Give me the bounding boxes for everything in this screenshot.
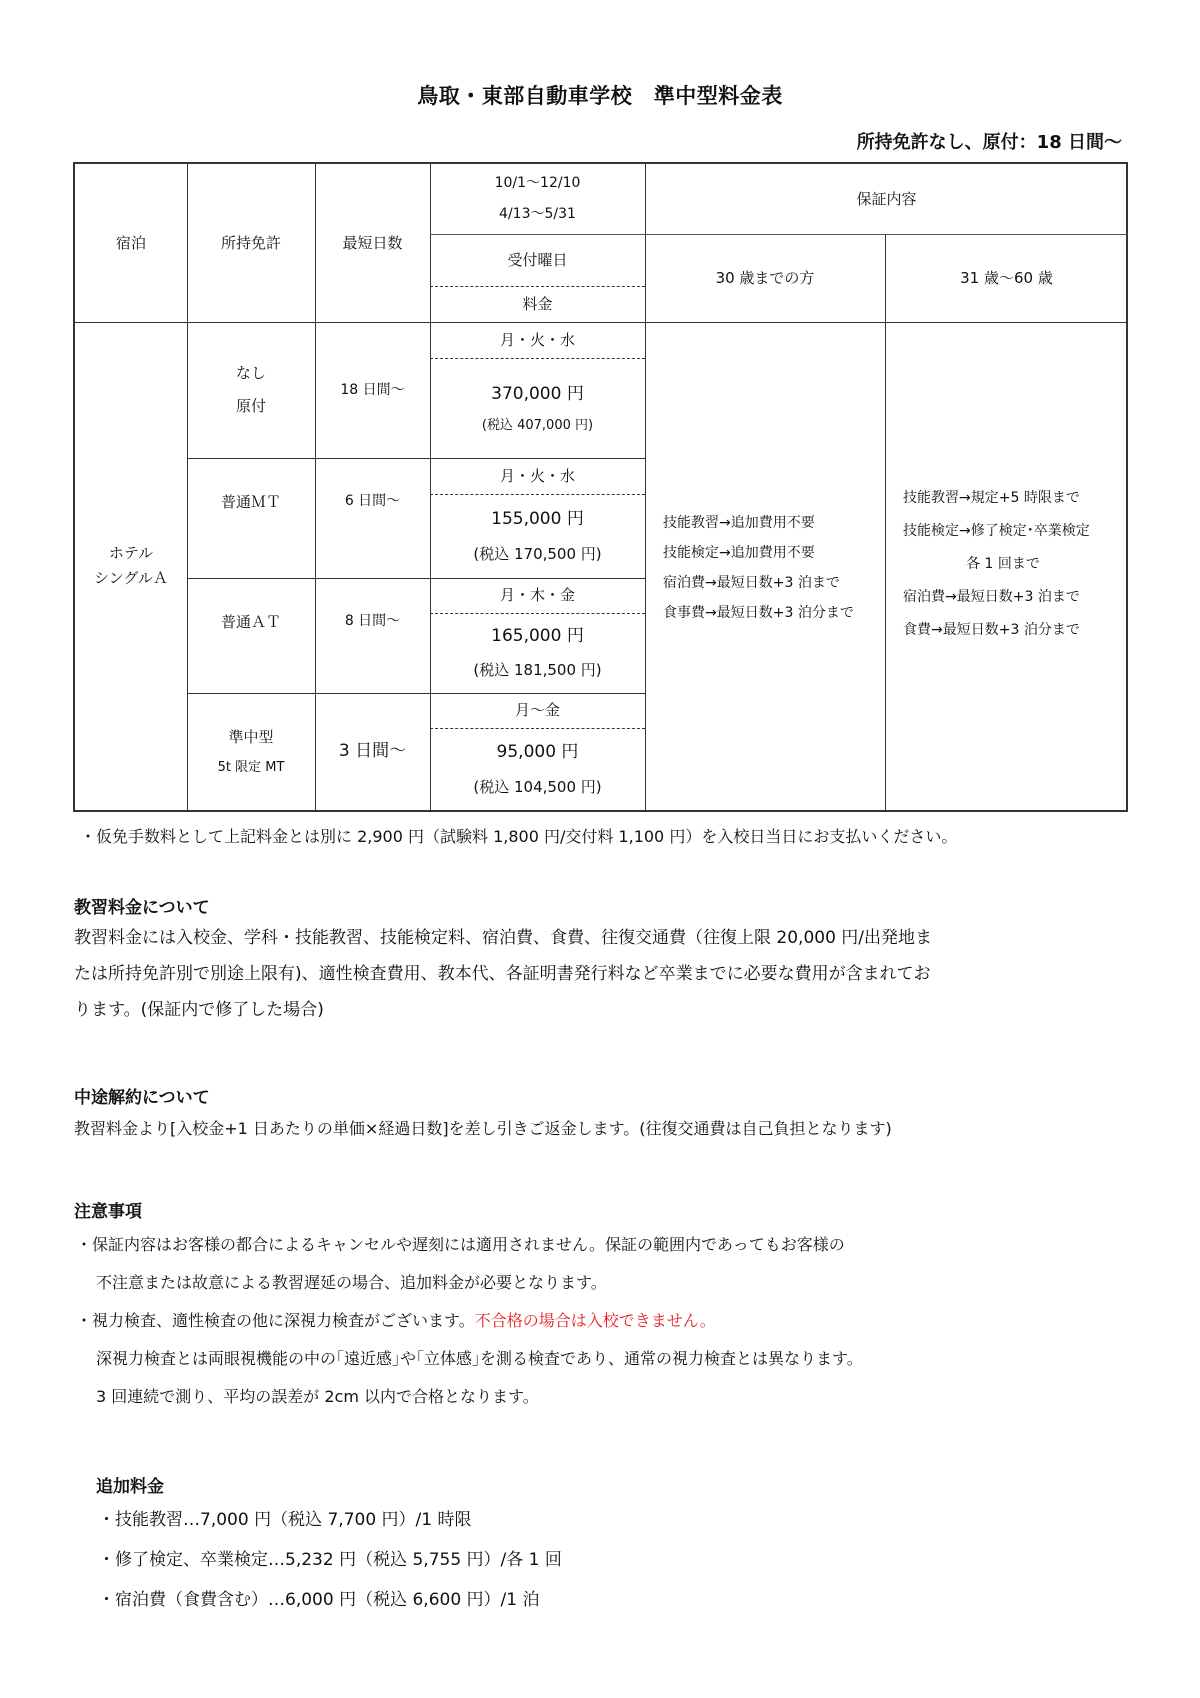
price: 95,000 円 (496, 741, 579, 762)
cancellation-text: 教習料金より[入校金+1 日あたりの単価×経過日数]を差し引きご返金します。(往復交通費は自己負担となります) (74, 1119, 892, 1138)
guarantee-item: 技能検定→修了検定･卒業検定 (903, 522, 1090, 539)
note-item-1-line-1: ・保証内容はお客様の都合によるキャンセルや遅刻には適用されません。保証の範囲内であってもお客様の (76, 1235, 845, 1254)
header-age-31-60: 31 歳～60 歳 (960, 268, 1053, 287)
header-min-days: 最短日数 (342, 233, 403, 252)
table-row-license (187, 693, 315, 810)
notes-list (76, 1226, 863, 1416)
license-line-1: なし (235, 364, 266, 382)
note-item-2-line-1 (76, 1302, 863, 1340)
guarantee-item: 技能検定→追加費用不要 (663, 545, 815, 562)
period-line-1: 10/1～12/10 (494, 175, 581, 192)
table-row-price (430, 358, 645, 458)
table-row-license (187, 322, 315, 458)
guarantee-item: 各 1 回まで (966, 555, 1040, 572)
table-row-min-days: 6 日間～ (344, 493, 401, 509)
guarantee-item: 技能教習→追加費用不要 (663, 515, 815, 531)
price-with-tax: (税込 104,500 円) (473, 778, 602, 797)
note-item-2-line-3: 3 回連続で測り、平均の誤差が 2cm 以内で合格となります。 (96, 1387, 539, 1406)
period-line-2: 4/13～5/31 (499, 206, 576, 222)
warning-text: 不合格の場合は入校できません。 (474, 1311, 716, 1330)
price-with-tax: (税込 407,000 円) (481, 418, 594, 434)
additional-fee-item: ・修了検定、卒業検定…5,232 円（税込 5,755 円）/各 1 回 (98, 1550, 562, 1570)
lodging-cell (75, 322, 187, 810)
price: 155,000 円 (491, 508, 584, 529)
price-with-tax: (税込 181,500 円) (473, 661, 602, 680)
table-row-days: 月・木・金 (499, 586, 575, 605)
table-row-days: 月～金 (514, 701, 560, 720)
table-row-min-days: 18 日間～ (340, 381, 405, 398)
guarantee-item: 食費→最短日数+3 泊分まで (903, 621, 1080, 638)
license-line-2: 5t 限定 MT (217, 759, 285, 775)
note-item-1-line-2: 不注意または故意による教習遅延の場合、追加料金が必要となります。 (96, 1273, 607, 1292)
guarantee-under30-list (663, 508, 854, 628)
tuition-heading: 教習料金について (74, 898, 210, 918)
guarantee-item: 技能教習→規定+5 時限まで (903, 490, 1080, 506)
note-item-2-line-2: 深視力検査とは両眼視機能の中の｢遠近感｣や｢立体感｣を測る検査であり、通常の視力検査とは異なります。 (96, 1349, 863, 1368)
table-row-min-days: 8 日間～ (344, 613, 401, 629)
table-row-price (430, 728, 645, 810)
table-row-license: 普通ＡＴ (220, 613, 281, 631)
tuition-line: たは所持免許別で別途上限有)、適性検査費用、教本代、各証明書発行料など卒業までに必要な費用が含まれてお (74, 964, 931, 984)
license-line-1: 準中型 (228, 728, 274, 747)
license-line-2: 原付 (235, 397, 266, 415)
additional-fees-heading: 追加料金 (96, 1477, 164, 1497)
price: 370,000 円 (491, 383, 584, 404)
price-with-tax: (税込 170,500 円) (473, 545, 602, 564)
guarantee-item: 食事費→最短日数+3 泊分まで (663, 605, 854, 622)
page-title: 鳥取・東部自動車学校 準中型料金表 (417, 84, 783, 108)
notes-heading: 注意事項 (74, 1202, 142, 1222)
guarantee-item: 宿泊費→最短日数+3 泊まで (903, 588, 1080, 605)
price: 165,000 円 (491, 626, 584, 647)
tuition-line: 教習料金には入校金、学科・技能教習、技能検定料、宿泊費、食費、往復交通費（往復上限 20,000 円/出発地ま (74, 928, 933, 948)
additional-fee-item: ・技能教習…7,000 円（税込 7,700 円）/1 時限 (98, 1510, 472, 1530)
header-period (430, 164, 645, 234)
lodging-line-1: ホテル (108, 543, 154, 562)
lodging-line-2: シングルＡ (94, 569, 168, 587)
table-row-price (430, 613, 645, 693)
header-license: 所持免許 (220, 233, 281, 252)
fee-table (73, 162, 1128, 812)
header-lodging: 宿泊 (115, 233, 146, 252)
header-reception-days: 受付曜日 (507, 250, 568, 269)
page-subtitle: 所持免許なし、原付：18 日間～ (856, 132, 1122, 153)
provisional-fee-note: ・仮免手数料として上記料金とは別に 2,900 円（試験料 1,800 円/交付料 1,100 円）を入校日当日にお支払いください。 (80, 827, 958, 846)
header-fee: 料金 (522, 294, 553, 313)
table-row-min-days: 3 日間～ (338, 741, 407, 762)
tuition-line: ります。(保証内で修了した場合) (74, 1000, 324, 1020)
header-age-under30: 30 歳までの方 (715, 268, 815, 287)
table-row-price (430, 494, 645, 578)
table-row-days: 月・火・水 (499, 330, 575, 349)
table-row-days: 月・火・水 (499, 466, 575, 485)
guarantee-31-60-list (903, 482, 1123, 646)
additional-fee-item: ・宿泊費（食費含む）…6,000 円（税込 6,600 円）/1 泊 (98, 1590, 540, 1610)
table-row-license: 普通ＭＴ (220, 493, 281, 511)
header-guarantee: 保証内容 (856, 189, 917, 208)
guarantee-item: 宿泊費→最短日数+3 泊まで (663, 575, 840, 592)
additional-fees-list (98, 1500, 562, 1620)
note-item-2-prefix: ・視力検査、適性検査の他に深視力検査がございます。 (76, 1311, 475, 1330)
tuition-text (74, 920, 1134, 1028)
cancellation-heading: 中途解約について (74, 1088, 210, 1108)
